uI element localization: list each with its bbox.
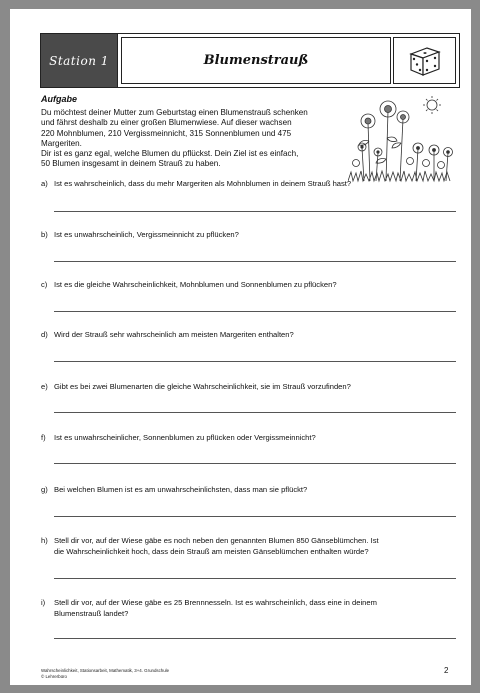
question-a [41,179,456,190]
question-text: Ist es unwahrscheinlich, Vergissmeinnicht zu pflücken? [54,230,239,239]
page-number: 2 [444,666,449,675]
answer-line-g[interactable] [54,516,456,517]
answer-line-i[interactable] [54,638,456,639]
question-text-continued: die Wahrscheinlichkeit hoch, dass dein Strauß am meisten Gänseblümchen enthalten würde? [54,546,369,556]
question-h [41,536,456,558]
answer-line-a[interactable] [54,211,456,212]
question-i [41,598,456,620]
question-label: f) [41,433,46,442]
question-text: Ist es unwahrscheinlicher, Sonnenblumen zu pflücken oder Vergissmeinnicht? [54,433,316,442]
question-label: e) [41,382,48,391]
question-label: a) [41,179,48,188]
dice-icon-box [393,37,456,84]
intro-line: Margeriten. [41,138,82,148]
page-footer [41,668,169,681]
question-text: Ist es die gleiche Wahrscheinlichkeit, Mohnblumen und Sonnenblumen zu pflücken? [54,280,337,289]
intro-line: 220 Mohnblumen, 210 Vergissmeinnicht, 315 Sonnenblumen und 475 [41,128,292,138]
worksheet-page [10,9,471,685]
question-label: h) [41,536,48,545]
question-text: Bei welchen Blumen ist es am unwahrscheinlichsten, dass man sie pflückt? [54,485,308,494]
question-b [41,230,456,241]
question-label: b) [41,230,48,239]
question-text: Wird der Strauß sehr wahrscheinlich am meisten Margeriten enthalten? [54,330,294,339]
worksheet-title: Blumenstrauß [121,37,391,84]
question-text: Stell dir vor, auf der Wiese gäbe es noch neben den genannten Blumen 850 Gänseblümchen. Ist [54,536,379,545]
question-label: d) [41,330,48,339]
station-label: Station 1 [41,34,118,87]
question-c [41,280,456,291]
intro-line: Du möchtest deiner Mutter zum Geburtstag einen Blumenstrauß schenken [41,108,308,117]
question-text: Gibt es bei zwei Blumenarten die gleiche Wahrscheinlichkeit, sie im Strauß vorzufinden? [54,382,351,391]
question-d [41,330,456,341]
question-f [41,433,456,444]
intro-line: und fährst deshalb zu einer großen Blumenwiese. Auf dieser wachsen [41,118,292,128]
footer-copyright: © Lehrerbüro [41,674,67,680]
answer-line-f[interactable] [54,463,456,464]
question-label: i) [41,598,46,607]
task-intro [41,108,351,170]
answer-line-h[interactable] [54,578,456,579]
worksheet-header [40,33,460,88]
answer-line-c[interactable] [54,311,456,312]
question-e [41,382,456,393]
question-text: Ist es wahrscheinlich, dass du mehr Margeriten als Mohnblumen in deinem Strauß hast? [54,179,352,188]
intro-line: Dir ist es ganz egal, welche Blumen du pflückst. Dein Ziel ist es einfach, [41,149,299,159]
intro-line: 50 Blumen insgesamt in deinem Strauß zu haben. [41,159,221,169]
task-heading: Aufgabe [41,94,77,104]
question-text: Stell dir vor, auf der Wiese gäbe es 25 Brennnesseln. Ist es wahrscheinlich, dass eine in deinem [54,598,377,607]
answer-line-d[interactable] [54,361,456,362]
question-g [41,485,456,496]
dice-icon [407,43,443,79]
question-text-continued: Blumenstrauß landet? [54,608,129,618]
flower-meadow-illustration [348,93,460,183]
question-label: c) [41,280,48,289]
footer-source: Wahrscheinlichkeit, Stationsarbeit, Mathematik, 3+4. Grundschule [41,668,170,673]
answer-line-b[interactable] [54,261,456,262]
answer-line-e[interactable] [54,412,456,413]
question-label: g) [41,485,48,494]
